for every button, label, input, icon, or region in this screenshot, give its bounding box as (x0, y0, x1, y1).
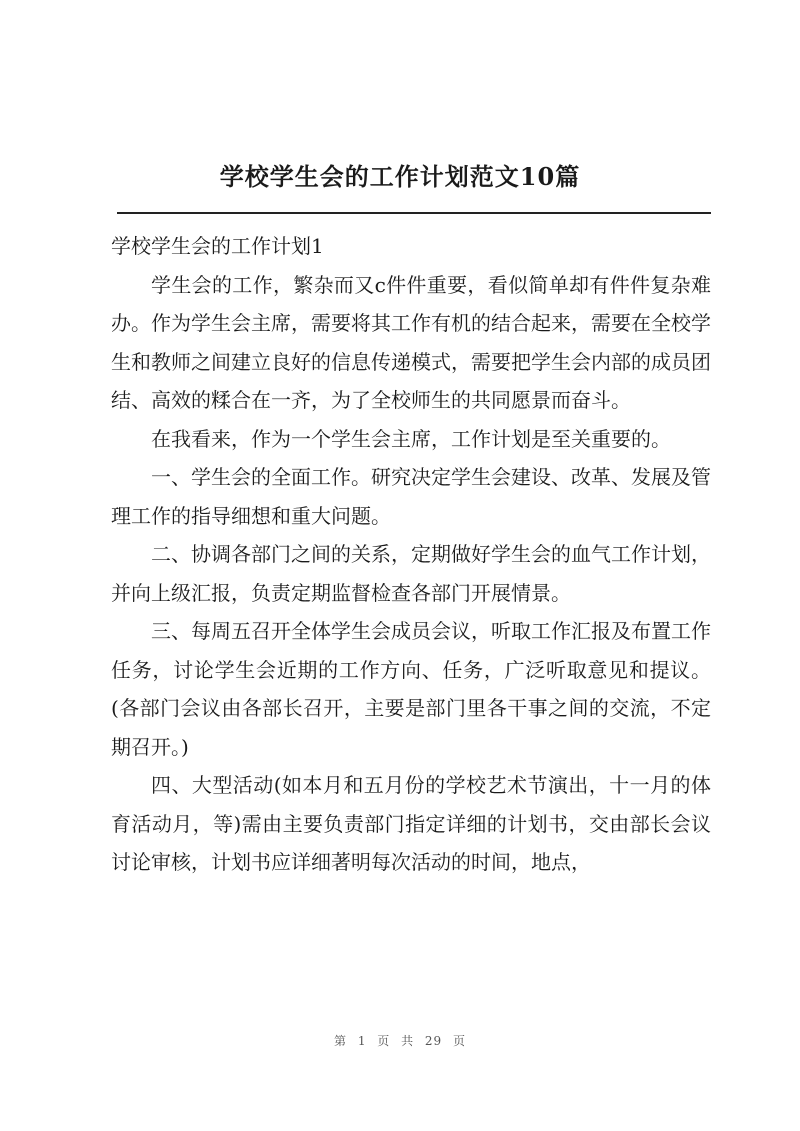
paragraph-intro: 学生会的工作，繁杂而又c件件重要，看似简单却有件件复杂难办。作为学生会主席，需要将其工作有机的结合起来，需要在全校学生和教师之间建立良好的信息传递模式，需要把学生会内部的成员团结、高效的糅合在一齐，为了全校师生的共同愿景而奋斗。 (111, 272, 711, 412)
paragraph-item-3: 三、每周五召开全体学生会成员会议，听取工作汇报及布置工作任务，讨论学生会近期的工作方向、任务，广泛听取意见和提议。(各部门会议由各部长召开，主要是部门里各干事之间的交流，不定期召开。) (111, 619, 711, 759)
paragraph-item-2: 二、协调各部门之间的关系，定期做好学生会的血气工作计划，并向上级汇报，负责定期监督检查各部门开展情景。 (111, 542, 711, 605)
paragraph-item-4: 四、大型活动(如本月和五月份的学校艺术节演出，十一月的体育活动月，等)需由主要负责部门指定详细的计划书，交由部长会议讨论审核，计划书应详细著明每次活动的时间，地点， (111, 773, 711, 874)
title-divider (117, 212, 711, 214)
paragraph-opinion: 在我看来，作为一个学生会主席，工作计划是至关重要的。 (151, 426, 671, 451)
section-heading: 学校学生会的工作计划1 (111, 234, 324, 258)
page-footer: 第 1 页 共 29 页 (334, 1034, 466, 1048)
paragraph-item-1: 一、学生会的全面工作。研究决定学生会建设、改革、发展及管理工作的指导细想和重大问题。 (111, 465, 711, 528)
document-title: 学校学生会的工作计划范文10篇 (219, 162, 581, 191)
document-body (111, 227, 711, 882)
